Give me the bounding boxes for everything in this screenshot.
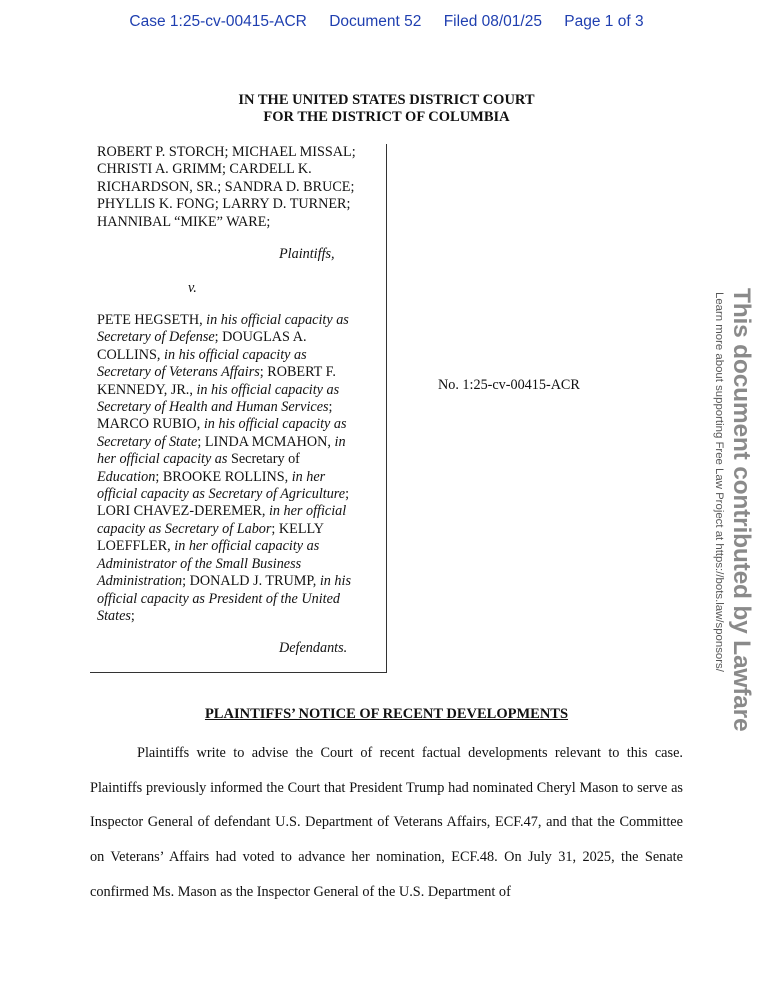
- defendants-line: PETE HEGSETH, in his official capacity as: [97, 312, 349, 328]
- defendants-line: Administration; DONALD J. TRUMP, in his: [97, 573, 351, 590]
- header-filed-date: Filed 08/01/25: [443, 13, 542, 30]
- defendants-line: Secretary of State; LINDA MCMAHON, in: [97, 433, 346, 450]
- defendants-line: her official capacity as Secretary of: [97, 451, 300, 468]
- watermark-main-text: This document contributed by Lawfare: [728, 288, 755, 732]
- sponsor-watermark: [696, 288, 756, 732]
- plaintiffs-line: RICHARDSON, SR.; SANDRA D. BRUCE;: [97, 178, 355, 195]
- defendants-line: Administrator of the Small Business: [97, 555, 302, 572]
- defendants-line: COLLINS, in his official capacity as: [97, 346, 307, 363]
- defendants-label: Defendants.: [279, 640, 348, 656]
- court-heading-line-2: FOR THE DISTRICT OF COLUMBIA: [263, 109, 510, 125]
- defendants-line: official capacity as Secretary of Agriculture;: [97, 486, 350, 503]
- defendants-line: LOEFFLER, in her official capacity as: [97, 538, 320, 555]
- plaintiffs-line: HANNIBAL “MIKE” WARE;: [97, 213, 271, 230]
- court-heading: [0, 92, 773, 126]
- defendants-line: States;: [97, 607, 135, 624]
- defendants-line: capacity as Secretary of Labor; KELLY: [97, 520, 324, 537]
- ecf-header: [0, 13, 773, 31]
- defendants-line: Secretary of Health and Human Services;: [97, 399, 333, 416]
- plaintiffs-line: ROBERT P. STORCH; MICHAEL MISSAL;: [97, 144, 356, 160]
- notice-body-paragraph: Plaintiffs write to advise the Court of recent factual developments relevant to this case. Plaintiffs previously informed the Court that President Trump had nominated Cheryl Mason to serve as Inspector General of defendant U.S. Department of Veterans Affairs, ECF.47, and that the Committee on Veterans’ Affairs had voted to advance her nomination, ECF.48. On July 31, 2025, the Senate confirmed Ms. Mason as the Inspector General of the U.S. Department of: [90, 745, 683, 900]
- case-number: No. 1:25-cv-00415-ACR: [438, 377, 580, 393]
- defendants-line: KENNEDY, JR., in his official capacity as: [97, 381, 340, 398]
- plaintiffs-line: CHRISTI A. GRIMM; CARDELL K.: [97, 161, 312, 178]
- defendants-line: MARCO RUBIO, in his official capacity as: [97, 416, 347, 433]
- plaintiffs-label: Plaintiffs,: [279, 246, 335, 262]
- watermark-sub-text: Learn more about supporting Free Law Project at https://bots.law/sponsors/: [713, 292, 725, 672]
- header-case-number: Case 1:25-cv-00415-ACR: [129, 13, 307, 30]
- header-document-number: Document 52: [329, 13, 422, 30]
- versus-label: v.: [188, 280, 197, 296]
- defendants-line: official capacity as President of the United: [97, 590, 340, 607]
- defendants-line: LORI CHAVEZ-DEREMER, in her official: [97, 503, 347, 520]
- case-caption-parties: [90, 144, 387, 673]
- defendants-list: [97, 312, 382, 625]
- defendants-line: Secretary of Defense; DOUGLAS A.: [97, 329, 307, 346]
- defendants-line: Education; BROOKE ROLLINS, in her: [97, 468, 326, 485]
- plaintiffs-line: PHYLLIS K. FONG; LARRY D. TURNER;: [97, 196, 351, 213]
- defendants-line: Secretary of Veterans Affairs; ROBERT F.: [97, 364, 336, 381]
- notice-title: PLAINTIFFS’ NOTICE OF RECENT DEVELOPMENTS: [204, 706, 569, 722]
- court-heading-line-1: IN THE UNITED STATES DISTRICT COURT: [238, 92, 535, 108]
- header-page-count: Page 1 of 3: [564, 13, 644, 30]
- plaintiffs-list: [97, 144, 382, 231]
